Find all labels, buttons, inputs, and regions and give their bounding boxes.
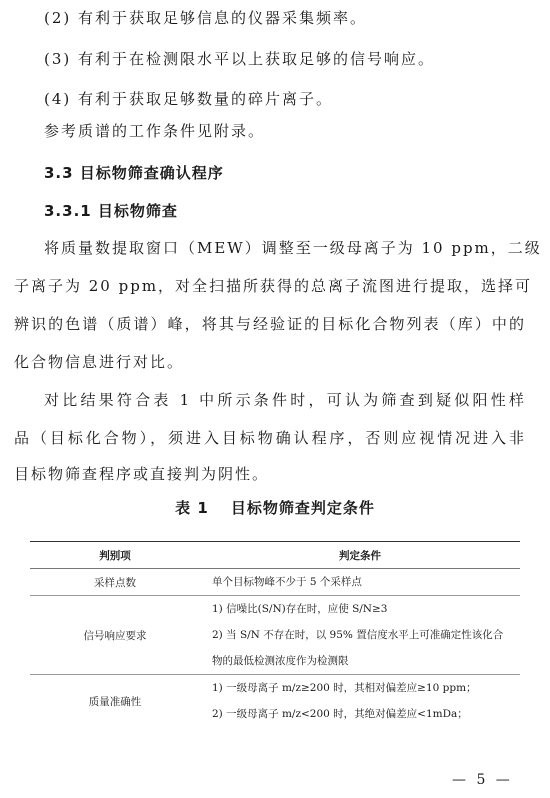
condition-line: 2) 当 S/N 不存在时，以 95% 置信度水平上可准确定性该化合 xyxy=(212,629,504,641)
paragraph-line: 对比结果符合表 1 中所示条件时，可认为筛查到疑似阳性样 xyxy=(44,391,526,409)
criteria-table xyxy=(30,541,520,727)
criterion-conditions xyxy=(200,675,520,728)
column-header: 判别项 xyxy=(30,542,200,569)
page-number: — 5 — xyxy=(452,772,513,788)
table-header-row xyxy=(30,542,520,569)
appendix-note: 参考质谱的工作条件见附录。 xyxy=(44,122,266,140)
subsection-heading: 3.3.1 目标物筛查 xyxy=(44,202,178,220)
criterion-conditions xyxy=(200,569,520,596)
condition-line: 物的最低检测浓度作为检测限 xyxy=(212,655,349,667)
paragraph-line: 将质量数提取窗口（MEW）调整至一级母离子为 10 ppm，二级 xyxy=(44,239,542,257)
criterion-name: 采样点数 xyxy=(30,569,200,596)
table-row xyxy=(30,675,520,728)
table-row xyxy=(30,596,520,675)
column-header: 判定条件 xyxy=(200,542,520,569)
table-title: 目标物筛查判定条件 xyxy=(230,499,375,517)
list-item-3: (3) 有利于在检测限水平以上获取足够的信号响应。 xyxy=(44,50,436,68)
table-caption xyxy=(0,497,550,518)
condition-line: 1) 信噪比(S/N)存在时，应使 S/N≥3 xyxy=(212,603,388,615)
condition-line: 单个目标物峰不少于 5 个采样点 xyxy=(212,576,362,588)
paragraph-line: 子离子为 20 ppm，对全扫描所获得的总离子流图进行提取，选择可 xyxy=(14,277,533,295)
paragraph-line: 辨识的色谱（质谱）峰，将其与经验证的目标化合物列表（库）中的 xyxy=(14,315,526,333)
criterion-name: 信号响应要求 xyxy=(30,596,200,675)
section-heading: 3.3 目标物筛查确认程序 xyxy=(44,164,224,182)
list-item-2: (2) 有利于获取足够信息的仪器采集频率。 xyxy=(44,9,368,27)
criterion-conditions xyxy=(200,596,520,675)
condition-line: 2) 一级母离子 m/z<200 时，其绝对偏差应<1mDa； xyxy=(212,708,468,720)
paragraph-line: 目标物筛查程序或直接判为阴性。 xyxy=(14,465,270,483)
condition-line: 1) 一级母离子 m/z≥200 时，其相对偏差应≥10 ppm； xyxy=(212,682,477,694)
table-number: 表 1 xyxy=(175,499,209,517)
criterion-name: 质量准确性 xyxy=(88,695,142,708)
table-row xyxy=(30,569,520,596)
list-item-4: (4) 有利于获取足够数量的碎片离子。 xyxy=(44,90,334,108)
paragraph-line: 化合物信息进行对比。 xyxy=(14,353,185,371)
paragraph-line: 品（目标化合物），须进入目标物确认程序，否则应视情况进入非 xyxy=(14,429,526,447)
